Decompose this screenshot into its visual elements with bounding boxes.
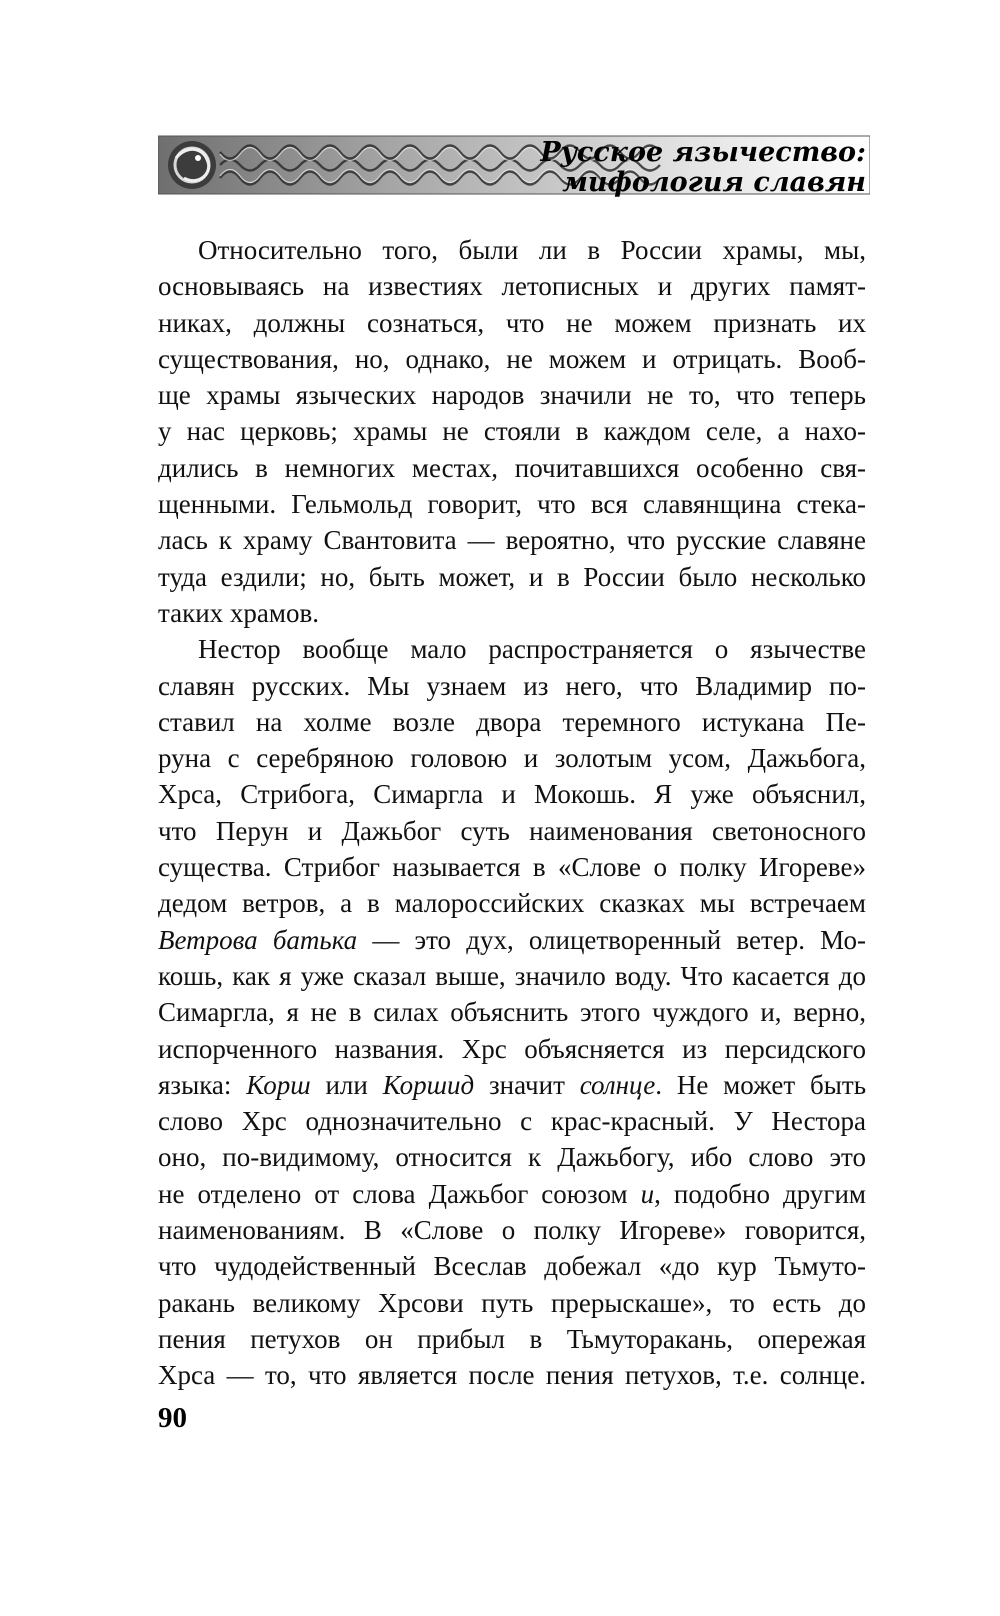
text-line: никах, должны сознаться, что не можем признать их	[158, 307, 866, 338]
text-line: что Перун и Дажьбог суть наименования светоносного	[158, 815, 866, 846]
italic-word: Корш	[246, 1069, 311, 1100]
text-line: дились в немногих местах, почитавшихся особенно свя-	[158, 452, 866, 483]
header-title-line-1: Русское язычество:	[540, 137, 866, 168]
text-line: Симаргла, я не в силах объяснить этого чуждого и, верно,	[158, 997, 866, 1028]
text-line: Относительно того, были ли в России храмы, мы,	[198, 235, 866, 265]
text-run: — это дух, олицетворенный ветер. Мо-	[357, 924, 866, 955]
text-run: . Не может быть	[655, 1069, 867, 1100]
text-line: ставил на холме возле двора теремного истукана Пе-	[158, 706, 866, 737]
text-line: что чудодейственный Всеслав добежал «до кур Тьмуто-	[158, 1251, 866, 1282]
text-line: таких храмов.	[158, 597, 319, 628]
text-line: руна с серебряною головою и золотым усом, Дажьбога,	[158, 743, 866, 774]
text-line	[158, 1176, 866, 1212]
header-title-line-2: мифология славян	[562, 167, 866, 198]
text-line: оно, по-видимому, относится к Дажьбогу, ибо слово это	[158, 1142, 866, 1173]
italic-phrase: Ветрова батька	[158, 924, 358, 955]
text-line: ракань великому Хрсови путь прерыскаше», то есть до	[158, 1287, 866, 1318]
text-line: испорченного названия. Хрс объясняется из персидского	[158, 1033, 866, 1064]
running-header	[158, 134, 870, 196]
text-run: , подобно другим	[654, 1178, 866, 1209]
text-line: дедом ветров, а в малороссийских сказках мы встречаем	[158, 888, 866, 919]
text-line: наименованиям. В «Слове о полку Игореве» говорится,	[158, 1215, 866, 1246]
text-line: существования, но, однако, не можем и отрицать. Вооб-	[158, 343, 866, 374]
text-line: лась к храму Свантовита — вероятно, что русские славяне	[158, 525, 866, 556]
text-line: у нас церковь; храмы не стояли в каждом селе, а нахо-	[158, 416, 866, 447]
text-line: ще храмы языческих народов значили не то, что теперь	[158, 380, 866, 411]
text-run: или	[310, 1069, 383, 1100]
text-line: щенными. Гельмольд говорит, что вся славянщина стека-	[158, 489, 866, 520]
text-line: славян русских. Мы узнаем из него, что Владимир по-	[158, 670, 866, 701]
text-line: основываясь на известиях летописных и других памят-	[158, 271, 866, 302]
text-run: не отделено от слова Дажьбог союзом	[158, 1178, 641, 1209]
text-line: слово Хрс однозначительно с крас-красный. У Нестора	[158, 1106, 866, 1137]
text-line: Хрса — то, что является после пения петухов, т.е. солнце.	[158, 1360, 866, 1391]
text-line: туда ездили; но, быть может, и в России было несколько	[158, 561, 866, 592]
italic-word: и	[640, 1178, 655, 1209]
text-line: существа. Стрибог называется в «Слове о полку Игореве»	[158, 852, 866, 883]
body-text	[158, 232, 866, 1394]
text-line	[158, 1067, 866, 1103]
italic-word: Коршид	[382, 1069, 475, 1100]
running-header-title	[540, 138, 866, 198]
page-number: 90	[158, 1402, 187, 1434]
text-line: кошь, как я уже сказал выше, значило воду. Что касается до	[158, 960, 866, 991]
text-run: значит	[474, 1069, 580, 1100]
text-run: языка:	[158, 1069, 247, 1100]
text-line: пения петухов он прибыл в Тьмуторакань, опережая	[158, 1323, 866, 1354]
text-line	[158, 922, 866, 958]
text-line: Нестор вообще мало распространяется о язычестве	[198, 634, 866, 665]
italic-word: солнце	[579, 1069, 656, 1100]
text-line: Хрса, Стрибога, Симаргла и Мокошь. Я уже объяснил,	[158, 779, 866, 810]
